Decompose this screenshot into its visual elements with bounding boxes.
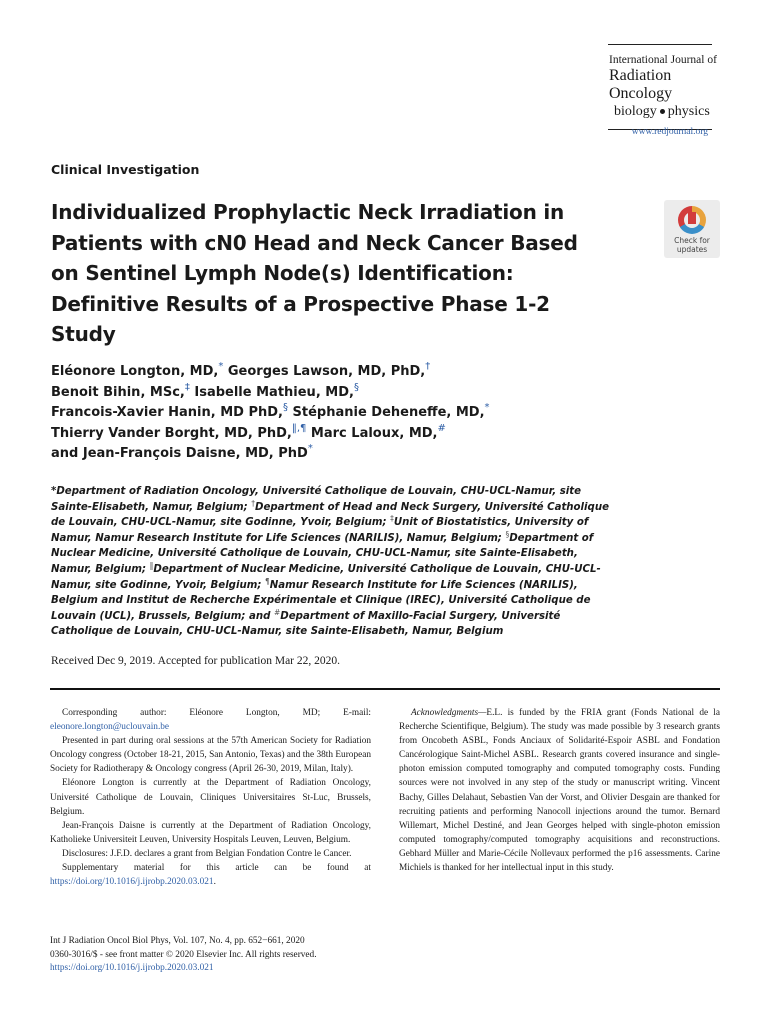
citation-block — [50, 935, 380, 976]
affiliation-marker[interactable]: § — [353, 381, 359, 393]
affiliation-marker[interactable]: ‡ — [184, 381, 190, 393]
author-line: Eléonore Longton, MD,* Georges Lawson, MD, PhD,† — [51, 361, 431, 379]
citation-line: Int J Radiation Oncol Biol Phys, Vol. 107, No. 4, pp. 652−661, 2020 — [50, 936, 305, 946]
author-line: Francois-Xavier Hanin, MD PhD,§ Stéphanie Deheneffe, MD,* — [51, 402, 490, 420]
logo-biology: biology — [614, 104, 657, 119]
affiliations: *Department of Radiation Oncology, Université Catholique de Louvain, CHU-UCL-Namur, site Sainte-Elisabeth, Namur, Belgium; †Department of Head and Neck Surgery, Université Catholique de Louvain, CHU-UCL-Namur, site Godinne, Yvoir, Belgium; ‡Unit of Biostatistics, University of Namur, Namur Research Institute for Life Sciences (NARILIS), Namur, Belgium; §Department of Nuclear Medicine, Université Catholique de Louvain, CHU-UCL-Namur, site Sainte-Elisabeth, Namur, Belgium; ‖Department of Nuclear Medicine, Université Catholique de Louvain, CHU-UCL-Namur, site Godinne, Yvoir, Belgium; ¶Namur Research Institute for Life Sciences (NARILIS), Belgium and Institut de Recherche Expérimentale et Clinique (IREC), Université Catholique de Louvain (UCL), Brussels, Belgium; and #Department of Maxillo-Facial Surgery, Université Catholique de Louvain, CHU-UCL-Namur, site Sainte-Elisabeth, Namur, Belgium — [51, 486, 609, 638]
journal-url-link[interactable]: www.redjournal.org — [631, 127, 708, 137]
longton-affiliation-note: Eléonore Longton is currently at the Department of Radiation Oncology, Université Catholique de Louvain, Cliniques Universitaires St-Luc, Brussels, Belgium. — [50, 778, 371, 817]
acknowledgments-column — [399, 706, 720, 875]
affiliation-marker[interactable]: * — [307, 443, 313, 454]
affiliation-marker[interactable]: § — [282, 402, 288, 413]
doi-link[interactable]: https://doi.org/10.1016/j.ijrobp.2020.03.021 — [50, 963, 214, 974]
bookmark-icon — [688, 212, 696, 224]
presented-note: Presented in part during oral sessions at the 57th American Society for Radiation Oncology congress (October 18-21, 2015, San Antonio, Texas) and the 38th European Society for Radiotherapy & Oncology congress (April 26-30, 2019, Milan, Italy). — [50, 736, 371, 775]
received-date: Received Dec 9, 2019. Accepted for publication Mar 22, 2020. — [51, 655, 341, 667]
supplementary-link[interactable]: https://doi.org/10.1016/j.ijrobp.2020.03.021 — [50, 877, 214, 888]
section-divider — [50, 688, 720, 690]
copyright-line: 0360-3016/$ - see front matter © 2020 Elsevier Inc. All rights reserved. — [50, 949, 317, 960]
logo-top-rule — [608, 44, 712, 45]
title-line: Individualized Prophylactic Neck Irradiation in — [51, 200, 565, 224]
article-title — [51, 197, 641, 350]
journal-logo — [580, 44, 730, 130]
affiliation-marker[interactable]: # — [437, 422, 446, 434]
affiliation-marker[interactable]: * — [218, 361, 224, 372]
corresponding-author-note: Corresponding author: Eléonore Longton, MD; E-mail: eleonore.longton@uclouvain.be — [50, 708, 371, 733]
affiliation-marker[interactable]: † — [425, 361, 431, 372]
author-email-link[interactable]: eleonore.longton@uclouvain.be — [50, 722, 170, 733]
check-for-updates-button[interactable] — [664, 200, 720, 258]
author-line: and Jean-François Daisne, MD, PhD* — [51, 443, 313, 461]
logo-physics: physics — [667, 104, 710, 119]
logo-line-3 — [580, 103, 730, 120]
title-line: Definitive Results of a Prospective Phase 1-2 — [51, 291, 550, 316]
supplementary-note: Supplementary material for this article can be found at https://doi.org/10.1016/j.ijrobp.2020.03.021. — [50, 863, 371, 888]
author-list — [51, 362, 571, 465]
acknowledgments-text: Acknowledgments—E.L. is funded by the FRIA grant (Fonds National de la Recherche Scientifique, Belgium). The study was made possible by 3 research grants from Oncobeth ASBL, Fonds Anciaux of Solidarité-Espoir ASBL and Fondation Cancérologique Saint-Michel ASBL. Research grants covered insurance and single-photon emission computed tomography and computed tomography costs. Funding sources were not involved in any step of the study or manuscript writing. Vincent Bachy, Gilles Delahaut, Sebastien Van der Vorst, and Olivier Desgain are thanked for recruiting patients and performing Nanocoll injections around the tumor. Bernard Willemart, Michel Destiné, and Jean Georges helped with single-photon emission computed tomography/computed tomography acquisitions and reconstructions. Gebhard Müller and Marie-Cécile Nollevaux performed the p16 assessments. Carine Michiels is thanked for her intellectual input in this study. — [399, 708, 720, 874]
logo-line-1: International Journal of — [609, 54, 717, 66]
title-line: on Sentinel Lymph Node(s) Identification: — [51, 261, 514, 285]
logo-dot-icon — [660, 109, 665, 114]
affiliation-marker[interactable]: ‖,¶ — [291, 422, 307, 434]
affiliation-marker[interactable]: * — [484, 402, 490, 413]
disclosures-note: Disclosures: J.F.D. declares a grant from Belgian Fondation Contre le Cancer. — [62, 848, 352, 859]
daisne-affiliation-note: Jean-François Daisne is currently at the Department of Radiation Oncology, Katholieke Universiteit Leuven, University Hospitals Leuven, Leuven, Belgium. — [50, 820, 371, 845]
section-label: Clinical Investigation — [51, 162, 200, 177]
check-updates-label: Check for updates — [674, 236, 710, 254]
logo-line-2: Radiation Oncology — [609, 67, 673, 102]
title-line: Study — [51, 322, 116, 346]
acknowledgments-label: Acknowledgments— — [411, 708, 487, 718]
author-line: Thierry Vander Borght, MD, PhD,‖,¶ Marc Laloux, MD,# — [51, 422, 446, 441]
footnotes-column — [50, 706, 371, 889]
title-line: Patients with cN0 Head and Neck Cancer Based — [51, 230, 578, 255]
author-line: Benoit Bihin, MSc,‡ Isabelle Mathieu, MD,§ — [51, 381, 359, 400]
